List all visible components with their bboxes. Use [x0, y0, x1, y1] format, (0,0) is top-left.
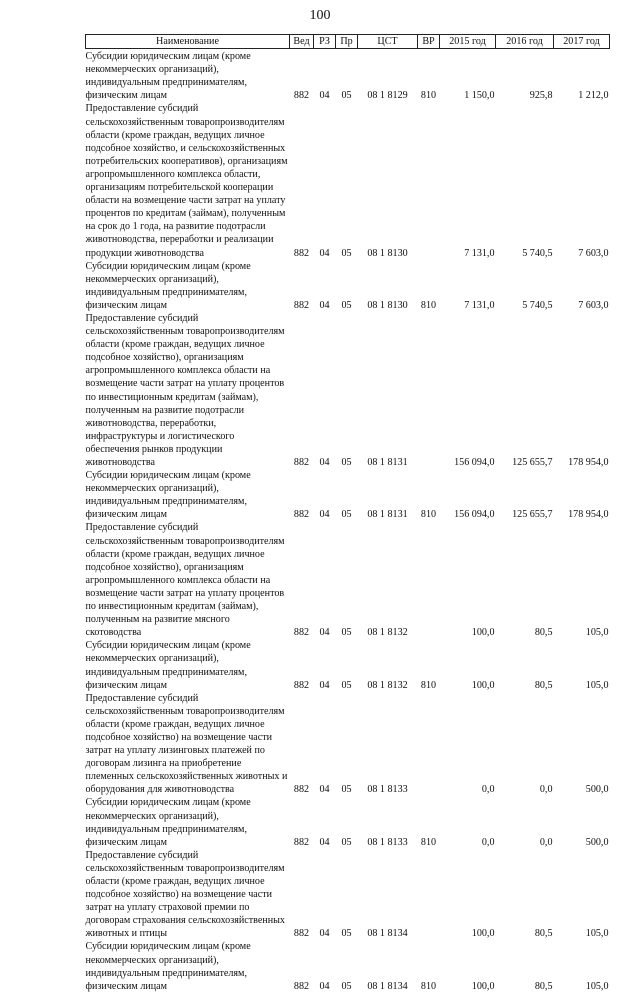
cell-name: Субсидии юридическим лицам (кроме некоммерческих организаций), индивидуальным предпринимателям, физическим лицам	[85, 51, 251, 102]
cell-pr: 05	[341, 980, 352, 992]
cell-2015: 100,0	[471, 980, 495, 992]
cell-ved: 882	[293, 679, 310, 691]
cell-ved: 882	[293, 980, 310, 992]
cell-cst: 08 1 8134	[367, 928, 408, 940]
cell-vr	[418, 849, 440, 941]
cell-pr: 05	[341, 836, 352, 848]
cell-rz: 04	[319, 509, 330, 521]
cell-rz: 04	[319, 784, 330, 796]
cell-cst: 08 1 8134	[367, 980, 408, 992]
table-row	[86, 102, 610, 259]
cell-name: Предоставление субсидий сельскохозяйственным товаропроизводителям области (кроме граждан, ведущих личное подсобное хозяйство, и сельскохозяйственных потребительских кооперативов), организациям агропромышленного комплекса области, организациям потребительской кооперации области на возмещение части затрат на уплату процентов по кредитам (займам), полученным на срок до 1 года, на развитие подотрасли животноводства, переработки и реализации продукции животноводства	[85, 103, 288, 259]
cell-2016: 925,8	[529, 90, 553, 102]
cell-rz: 04	[319, 980, 330, 992]
cell-pr: 05	[341, 90, 352, 102]
cell-ved: 882	[293, 247, 310, 259]
cell-2016: 80,5	[534, 980, 553, 992]
cell-rz: 04	[319, 299, 330, 311]
budget-table	[85, 34, 610, 993]
cell-2017: 178 954,0	[568, 457, 609, 468]
cell-name: Предоставление субсидий сельскохозяйственным товаропроизводителям области (кроме граждан, ведущих личное подсобное хозяйство) на возмещение части затрат на уплату страховой премии по договорам страхования сельскохозяйственных животных и птицы	[85, 849, 285, 940]
cell-2017: 105,0	[585, 627, 609, 639]
cell-vr	[418, 102, 440, 259]
cell-rz: 04	[319, 627, 330, 639]
cell-2015: 1 150,0	[464, 90, 495, 102]
table-row	[86, 469, 610, 521]
table-row	[86, 940, 610, 992]
table-row	[86, 312, 610, 469]
cell-rz: 04	[319, 679, 330, 691]
table-row	[86, 692, 610, 797]
cell-rz: 04	[319, 457, 330, 468]
cell-ved: 882	[293, 836, 310, 848]
cell-vr: 810	[420, 509, 437, 521]
cell-2017: 105,0	[585, 928, 609, 940]
cell-2015: 0,0	[481, 836, 495, 848]
cell-cst: 08 1 8131	[367, 509, 408, 521]
cell-ved: 882	[293, 509, 310, 521]
cell-2017: 105,0	[585, 980, 609, 992]
cell-2015: 7 131,0	[464, 299, 495, 311]
col-header-name: Наименование	[86, 35, 290, 49]
table-row	[86, 49, 610, 103]
cell-cst: 08 1 8132	[367, 627, 408, 639]
cell-ved: 882	[293, 627, 310, 639]
cell-vr: 810	[420, 980, 437, 992]
cell-2015: 100,0	[471, 928, 495, 940]
cell-2016: 125 655,7	[512, 457, 553, 468]
cell-2017: 105,0	[585, 679, 609, 691]
col-header-ved: Вед	[290, 35, 314, 49]
cell-2017: 1 212,0	[578, 90, 609, 102]
cell-pr: 05	[341, 784, 352, 796]
cell-cst: 08 1 8130	[367, 299, 408, 311]
col-header-pr: Пр	[336, 35, 358, 49]
cell-vr: 810	[420, 836, 437, 848]
cell-name: Субсидии юридическим лицам (кроме некоммерческих организаций), индивидуальным предпринимателям, физическим лицам	[85, 470, 251, 521]
cell-2016: 5 740,5	[522, 247, 553, 259]
cell-rz: 04	[319, 928, 330, 940]
cell-2016: 0,0	[539, 836, 553, 848]
cell-name: Субсидии юридическим лицам (кроме некоммерческих организаций), индивидуальным предпринимателям, физическим лицам	[85, 797, 251, 848]
cell-rz: 04	[319, 836, 330, 848]
cell-name: Субсидии юридическим лицам (кроме некоммерческих организаций), индивидуальным предпринимателям, физическим лицам	[85, 941, 251, 992]
cell-2015: 7 131,0	[464, 247, 495, 259]
cell-2016: 125 655,7	[512, 509, 553, 521]
cell-2016: 80,5	[534, 627, 553, 639]
cell-vr	[418, 521, 440, 639]
cell-2016: 80,5	[534, 928, 553, 940]
table-header-row	[86, 35, 610, 49]
col-header-2015: 2015 год	[440, 35, 496, 49]
cell-vr	[418, 692, 440, 797]
table-row	[86, 260, 610, 312]
cell-2016: 0,0	[539, 784, 553, 796]
cell-2017: 500,0	[585, 784, 609, 796]
cell-cst: 08 1 8129	[367, 90, 408, 102]
cell-2015: 156 094,0	[454, 509, 495, 521]
cell-2017: 178 954,0	[568, 509, 609, 521]
cell-vr	[418, 312, 440, 469]
cell-name: Субсидии юридическим лицам (кроме некоммерческих организаций), индивидуальным предпринимателям, физическим лицам	[85, 260, 251, 311]
cell-pr: 05	[341, 247, 352, 259]
table-row	[86, 521, 610, 639]
cell-ved: 882	[293, 928, 310, 940]
col-header-2016: 2016 год	[496, 35, 554, 49]
table-row	[86, 639, 610, 691]
cell-pr: 05	[341, 509, 352, 521]
cell-ved: 882	[293, 299, 310, 311]
cell-2015: 0,0	[481, 784, 495, 796]
cell-cst: 08 1 8131	[367, 457, 408, 468]
cell-2017: 7 603,0	[578, 299, 609, 311]
cell-vr: 810	[420, 679, 437, 691]
cell-2017: 7 603,0	[578, 247, 609, 259]
cell-2016: 80,5	[534, 679, 553, 691]
cell-rz: 04	[319, 247, 330, 259]
table-row	[86, 849, 610, 941]
cell-cst: 08 1 8132	[367, 679, 408, 691]
col-header-2017: 2017 год	[554, 35, 610, 49]
cell-pr: 05	[341, 679, 352, 691]
cell-pr: 05	[341, 299, 352, 311]
col-header-vr: ВР	[418, 35, 440, 49]
cell-2015: 100,0	[471, 679, 495, 691]
cell-pr: 05	[341, 457, 352, 468]
cell-pr: 05	[341, 627, 352, 639]
cell-2016: 5 740,5	[522, 299, 553, 311]
cell-cst: 08 1 8133	[367, 784, 408, 796]
cell-2015: 156 094,0	[454, 457, 495, 468]
cell-pr: 05	[341, 928, 352, 940]
cell-2015: 100,0	[471, 627, 495, 639]
cell-rz: 04	[319, 90, 330, 102]
cell-name: Предоставление субсидий сельскохозяйственным товаропроизводителям области (кроме граждан, ведущих личное подсобное хозяйство), организациям агропромышленного комплекса области на возмещение части затрат на уплату процентов по инвестиционным кредитам (займам), полученным на развитие подотрасли животноводства, переработки, инфраструктуры и логистического обеспечения рынков продукции животноводства	[85, 312, 285, 468]
cell-2017: 500,0	[585, 836, 609, 848]
cell-ved: 882	[293, 90, 310, 102]
table-body	[86, 49, 610, 993]
cell-cst: 08 1 8133	[367, 836, 408, 848]
cell-name: Субсидии юридическим лицам (кроме некоммерческих организаций), индивидуальным предпринимателям, физическим лицам	[85, 640, 251, 691]
cell-ved: 882	[293, 457, 310, 468]
cell-name: Предоставление субсидий сельскохозяйственным товаропроизводителям области (кроме граждан, ведущих личное подсобное хозяйство) на возмещение части затрат на уплату лизинговых платежей по договорам лизинга на приобретение племенных сельскохозяйственных животных и оборудования для животноводства	[85, 692, 288, 796]
page-number: 100	[309, 8, 331, 23]
cell-vr: 810	[420, 299, 437, 311]
col-header-rz: РЗ	[314, 35, 336, 49]
cell-vr: 810	[420, 90, 437, 102]
cell-name: Предоставление субсидий сельскохозяйственным товаропроизводителям области (кроме граждан, ведущих личное подсобное хозяйство), организациям агропромышленного комплекса области на возмещение части затрат на уплату процентов по инвестиционным кредитам (займам), полученным на развитие мясного скотоводства	[85, 522, 285, 639]
table-row	[86, 796, 610, 848]
col-header-cst: ЦСТ	[358, 35, 418, 49]
cell-ved: 882	[293, 784, 310, 796]
cell-cst: 08 1 8130	[367, 247, 408, 259]
